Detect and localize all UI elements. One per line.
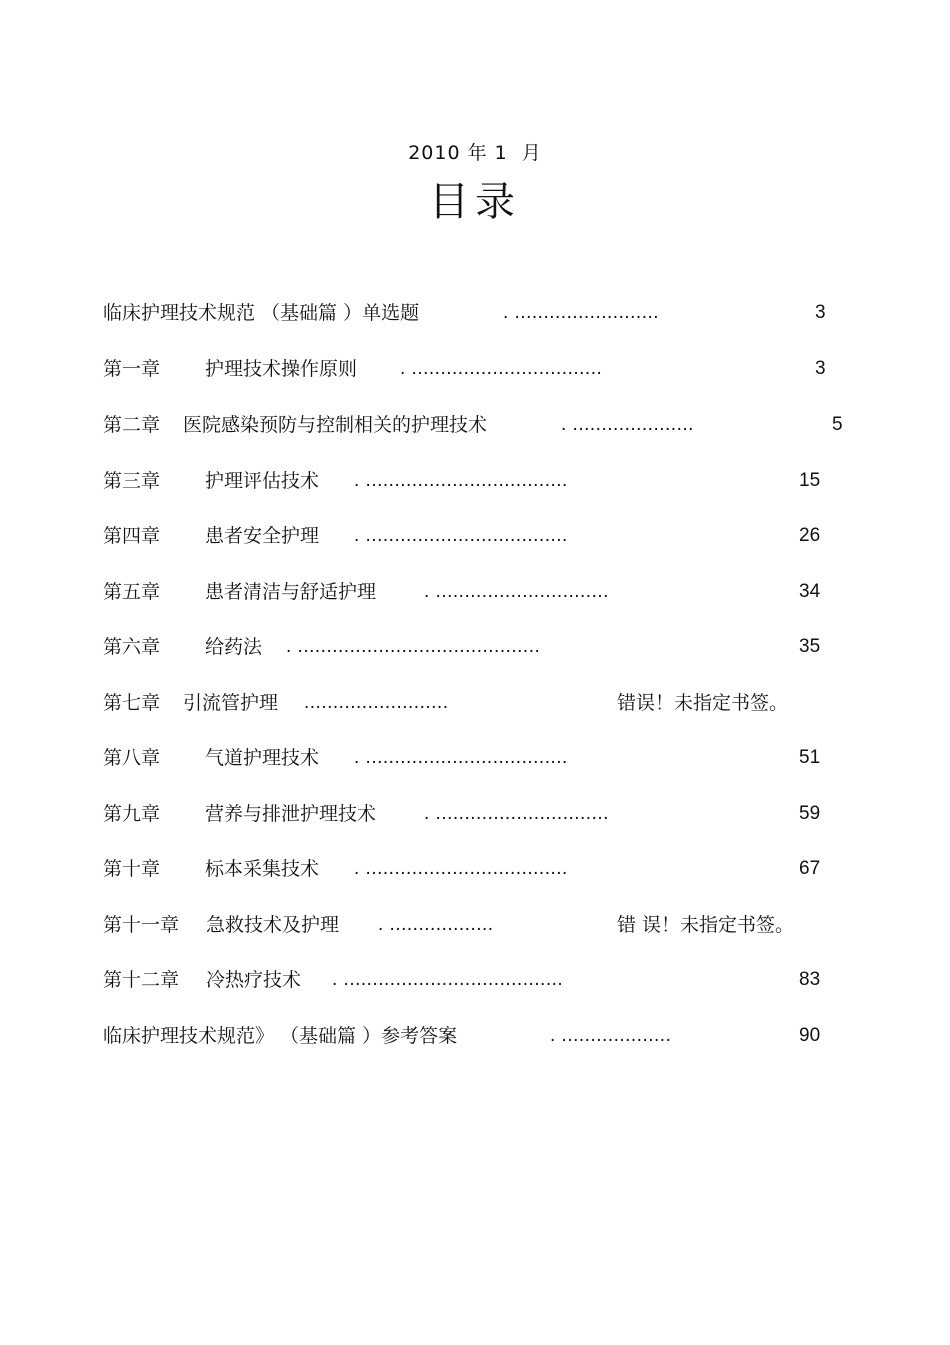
toc-leader: . .................................	[400, 358, 603, 379]
toc-heading: 冷热疗技术	[206, 969, 302, 991]
toc-row[interactable]	[0, 854, 950, 884]
toc-leader: . ...................................	[354, 858, 568, 879]
toc-page-number: 错误！未指定书签。	[617, 692, 789, 714]
toc-page-number: 3	[815, 358, 826, 379]
toc-row[interactable]	[0, 743, 950, 773]
toc-chapter: 第一章	[103, 358, 161, 380]
toc-row[interactable]	[0, 410, 950, 440]
toc-heading: 临床护理技术规范 （基础篇 ）单选题	[103, 302, 420, 324]
toc-title: 目录	[429, 179, 521, 225]
toc-leader: . ..............................	[424, 803, 609, 824]
toc-heading: 气道护理技术	[205, 747, 320, 769]
toc-leader: . .....................	[561, 414, 694, 435]
toc-heading: 患者安全护理	[205, 525, 320, 547]
toc-row[interactable]	[0, 577, 950, 607]
toc-row[interactable]	[0, 799, 950, 829]
toc-leader: . ..................	[378, 914, 494, 935]
toc-row[interactable]	[0, 521, 950, 551]
toc-heading: 护理评估技术	[205, 470, 320, 492]
toc-chapter: 第十二章	[103, 969, 180, 991]
toc-heading: 医院感染预防与控制相关的护理技术	[183, 414, 488, 436]
toc-leader: . ..............................	[424, 581, 609, 602]
toc-page-number: 83	[799, 969, 821, 990]
toc-row[interactable]	[0, 910, 950, 940]
toc-chapter: 第十章	[103, 858, 161, 880]
toc-page-number: 3	[815, 302, 826, 323]
toc-row[interactable]	[0, 688, 950, 718]
toc-chapter: 第十一章	[103, 914, 180, 936]
toc-leader: . ...................................	[354, 525, 568, 546]
toc-leader: . .........................	[503, 302, 660, 323]
toc-page-number: 67	[799, 858, 821, 879]
toc-leader: . ...................................	[354, 470, 568, 491]
toc-page-number: 34	[799, 581, 821, 602]
toc-chapter: 第八章	[103, 747, 161, 769]
toc-page-number: 5	[832, 414, 843, 435]
toc-page-number: 90	[799, 1025, 821, 1046]
toc-chapter: 第二章	[103, 414, 161, 436]
toc-row[interactable]	[0, 632, 950, 662]
toc-chapter: 第三章	[103, 470, 161, 492]
toc-leader: . ...................	[550, 1025, 672, 1046]
toc-leader: . ......................................	[332, 969, 564, 990]
toc-page-number: 错 误！未指定书签。	[617, 914, 795, 936]
toc-chapter: 第七章	[103, 692, 161, 714]
toc-page-number: 35	[799, 636, 821, 657]
toc-leader: . ..........................................	[286, 636, 541, 657]
toc-chapter: 第六章	[103, 636, 161, 658]
toc-chapter: 第九章	[103, 803, 161, 825]
toc-heading: 给药法	[205, 636, 263, 658]
toc-heading: 护理技术操作原则	[205, 358, 358, 380]
toc-page-number: 15	[799, 470, 821, 491]
toc-row[interactable]	[0, 1021, 950, 1051]
toc-row[interactable]	[0, 965, 950, 995]
toc-row[interactable]	[0, 354, 950, 384]
toc-chapter: 第四章	[103, 525, 161, 547]
toc-heading: 急救技术及护理	[206, 914, 340, 936]
toc-heading: 临床护理技术规范》 （基础篇 ）参考答案	[103, 1025, 458, 1047]
toc-page-number: 51	[799, 747, 821, 768]
toc-chapter: 第五章	[103, 581, 161, 603]
toc-row[interactable]	[0, 298, 950, 328]
toc-heading: 患者清洁与舒适护理	[205, 581, 377, 603]
toc-page-number: 59	[799, 803, 821, 824]
toc-leader: .........................	[304, 692, 449, 713]
toc-page-number: 26	[799, 525, 821, 546]
toc-leader: . ...................................	[354, 747, 568, 768]
toc-heading: 引流管护理	[183, 692, 279, 714]
toc-heading: 标本采集技术	[205, 858, 320, 880]
toc-row[interactable]	[0, 466, 950, 496]
document-date: 2010 年 1 月	[408, 142, 542, 164]
toc-heading: 营养与排泄护理技术	[205, 803, 377, 825]
